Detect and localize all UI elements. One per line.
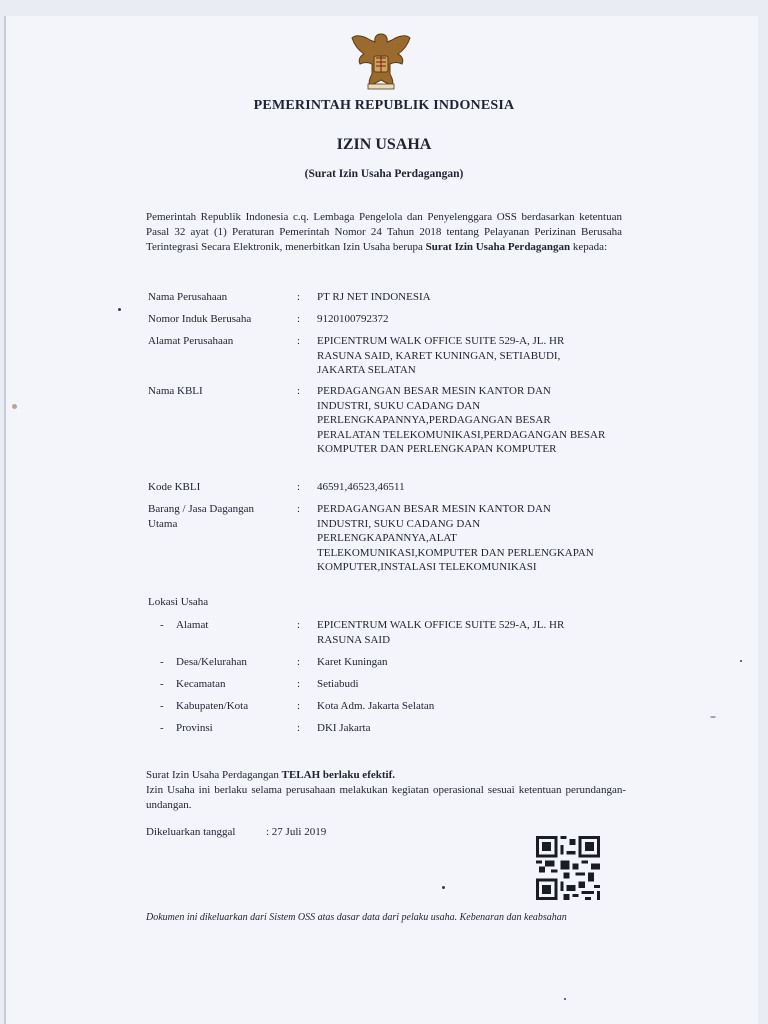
statement-line-1 xyxy=(146,768,626,783)
field-label: Nomor Induk Berusaha xyxy=(148,313,252,325)
statement-prefix: Surat Izin Usaha Perdagangan xyxy=(146,769,282,781)
list-dash: - xyxy=(160,678,164,690)
location-label-text: Kecamatan xyxy=(176,678,226,690)
field-value: PERDAGANGAN BESAR MESIN KANTOR DAN INDUSTRI, SUKU CADANG DAN PERLENGKAPANNYA,PERDAGANGAN BESAR PERALATAN TELEKOMUNIKASI,PERDAGANGAN BESAR KOMPUTER DAN PERLENGKAPAN KOMPUTER xyxy=(317,385,606,455)
field-value: 9120100792372 xyxy=(317,313,389,325)
location-label xyxy=(160,655,300,670)
field-colon: : xyxy=(297,678,301,690)
scan-speck xyxy=(710,716,716,718)
list-dash: - xyxy=(160,656,164,668)
location-label-text: Provinsi xyxy=(176,722,213,734)
field-label: Alamat Perusahaan xyxy=(148,335,234,347)
scan-speck xyxy=(118,308,121,311)
list-dash: - xyxy=(160,722,164,734)
location-section-label: Lokasi Usaha xyxy=(148,596,209,608)
list-dash: - xyxy=(160,619,164,631)
scan-speck xyxy=(12,404,17,409)
location-value: Setiabudi xyxy=(317,678,359,690)
garuda-emblem-icon xyxy=(348,28,414,94)
field-colon: : xyxy=(297,503,301,515)
intro-suffix: kepada: xyxy=(570,241,608,253)
location-value: DKI Jakarta xyxy=(317,722,371,734)
list-dash: - xyxy=(160,700,164,712)
intro-text: Pemerintah Republik Indonesia c.q. Lembaga Pengelola dan Penyelenggara OSS berdasarkan ketentuan Pasal 32 ayat (1) Peraturan Pemerintah Nomor 24 Tahun 2018 tentang Pelayanan Perizinan Berusaha Terintegrasi Secara Elektronik, menerbitkan Izin Usaha berupa xyxy=(146,211,622,253)
issue-date-value: : 27 Juli 2019 xyxy=(266,826,327,838)
field-value: PERDAGANGAN BESAR MESIN KANTOR DAN INDUSTRI, SUKU CADANG DAN PERLENGKAPANNYA,ALAT TELEKOMUNIKASI,KOMPUTER DAN PERLENGKAPAN KOMPUTER,INSTALASI TELEKOMUNIKASI xyxy=(317,503,594,573)
intro-paragraph xyxy=(146,210,622,255)
field-colon: : xyxy=(297,335,301,347)
intro-bold: Surat Izin Usaha Perdagangan xyxy=(425,241,571,253)
field-value: PT RJ NET INDONESIA xyxy=(317,291,431,303)
field-colon: : xyxy=(297,722,301,734)
field-label: Nama KBLI xyxy=(148,385,203,397)
statement-line-2: Izin Usaha ini berlaku selama perusahaan melakukan kegiatan operasional sesuai ketentuan perundangan-undangan. xyxy=(146,784,626,811)
field-label: Barang / Jasa Dagangan Utama xyxy=(148,503,254,530)
qr-code-icon xyxy=(536,836,600,900)
footer-disclaimer: Dokumen ini dikeluarkan dari Sistem OSS atas dasar data dari pelaku usaha. Kebenaran dan keabsahan xyxy=(146,912,567,923)
field-colon: : xyxy=(297,291,301,303)
location-label xyxy=(160,699,300,714)
issue-date xyxy=(146,826,327,838)
document-title: IZIN USAHA xyxy=(336,136,432,153)
location-label xyxy=(160,618,300,633)
field-colon: : xyxy=(297,385,301,397)
government-title: PEMERINTAH REPUBLIK INDONESIA xyxy=(253,98,515,113)
scan-speck xyxy=(564,998,566,1000)
field-colon: : xyxy=(297,700,301,712)
location-label-text: Alamat xyxy=(176,619,209,631)
issue-date-label: Dikeluarkan tanggal xyxy=(146,826,236,838)
field-colon: : xyxy=(297,656,301,668)
location-label xyxy=(160,721,300,736)
validity-statement xyxy=(146,768,626,813)
document-subtitle: (Surat Izin Usaha Perdagangan) xyxy=(304,168,464,180)
statement-bold: TELAH berlaku efektif. xyxy=(281,769,395,781)
field-colon: : xyxy=(297,313,301,325)
location-value: EPICENTRUM WALK OFFICE SUITE 529-A, JL. HR RASUNA SAID xyxy=(317,619,565,646)
field-colon: : xyxy=(297,619,301,631)
location-label-text: Kabupaten/Kota xyxy=(176,700,249,712)
scan-speck xyxy=(740,660,742,662)
location-label-text: Desa/Kelurahan xyxy=(176,656,247,668)
location-label xyxy=(160,677,300,692)
field-value: EPICENTRUM WALK OFFICE SUITE 529-A, JL. HR RASUNA SAID, KARET KUNINGAN, SETIABUDI, JAKARTA SELATAN xyxy=(317,335,565,376)
location-value: Kota Adm. Jakarta Selatan xyxy=(317,700,435,712)
location-value: Karet Kuningan xyxy=(317,656,388,668)
scan-speck xyxy=(442,886,445,889)
field-value: 46591,46523,46511 xyxy=(317,481,405,493)
field-label: Nama Perusahaan xyxy=(148,291,228,303)
field-colon: : xyxy=(297,481,301,493)
field-label: Kode KBLI xyxy=(148,481,201,493)
